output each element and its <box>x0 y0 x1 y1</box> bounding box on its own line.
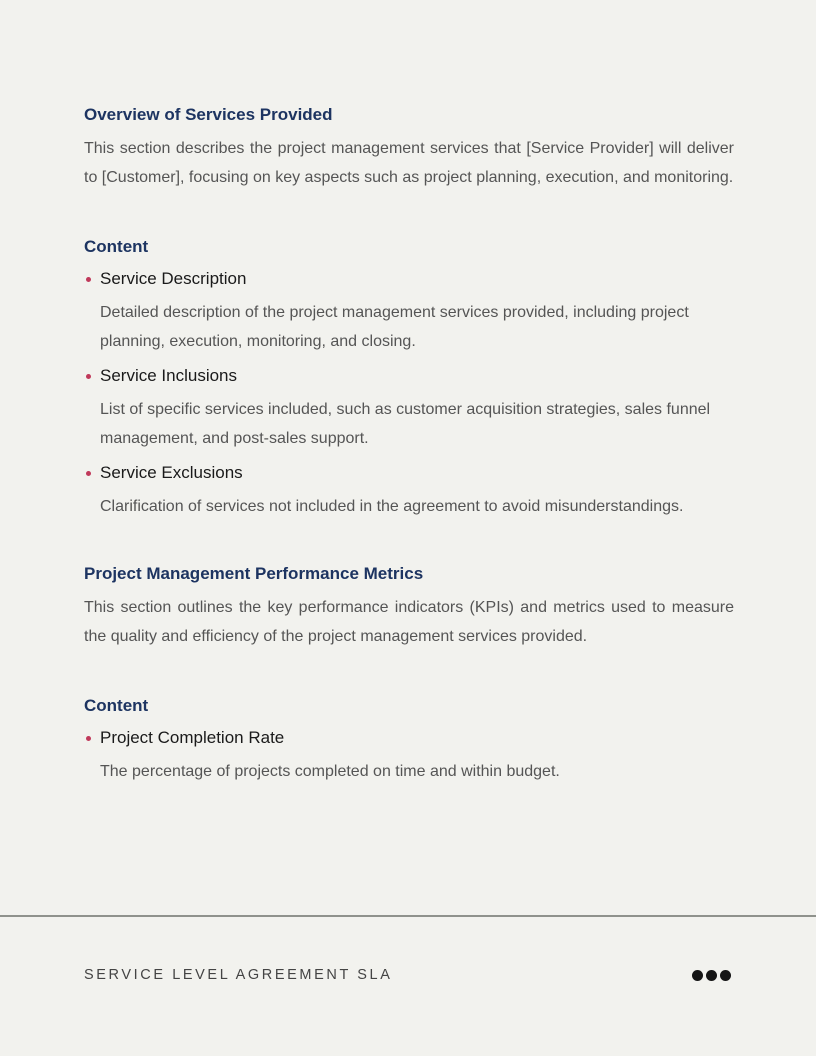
item-title: Service Exclusions <box>100 463 243 482</box>
three-dots-icon <box>692 970 731 981</box>
list-item <box>84 726 734 786</box>
section-heading-overview: Overview of Services Provided <box>84 105 333 124</box>
footer-title: SERVICE LEVEL AGREEMENT SLA <box>84 967 393 983</box>
section-heading-metrics: Project Management Performance Metrics <box>84 564 424 583</box>
bullet-icon <box>86 277 91 282</box>
item-title: Service Description <box>100 269 247 288</box>
list-item <box>84 267 734 356</box>
footer-divider <box>0 915 816 917</box>
item-desc: Clarification of services not included in the agreement to avoid misunderstandings. <box>100 498 684 515</box>
content-heading: Content <box>84 696 149 715</box>
list-item <box>84 461 734 521</box>
item-desc: The percentage of projects completed on time and within budget. <box>100 763 560 780</box>
list-item <box>84 364 734 453</box>
bullet-icon <box>86 374 91 379</box>
bullet-icon <box>86 471 91 476</box>
section-body-metrics: This section outlines the key performance indicators (KPIs) and metrics used to measure the quality and efficiency of the project management services provided. <box>84 599 734 645</box>
item-title: Service Inclusions <box>100 366 238 385</box>
section-body-overview: This section describes the project management services that [Service Provider] will deliver to [Customer], focusing on key aspects such as project planning, execution, and monitoring. <box>84 140 734 186</box>
item-title: Project Completion Rate <box>100 728 285 747</box>
item-desc: List of specific services included, such as customer acquisition strategies, sales funnel management, and post-sales support. <box>100 401 711 447</box>
content-heading: Content <box>84 237 149 256</box>
item-desc: Detailed description of the project management services provided, including project planning, execution, monitoring, and closing. <box>100 304 689 350</box>
bullet-icon <box>86 736 91 741</box>
document-body <box>84 103 734 786</box>
